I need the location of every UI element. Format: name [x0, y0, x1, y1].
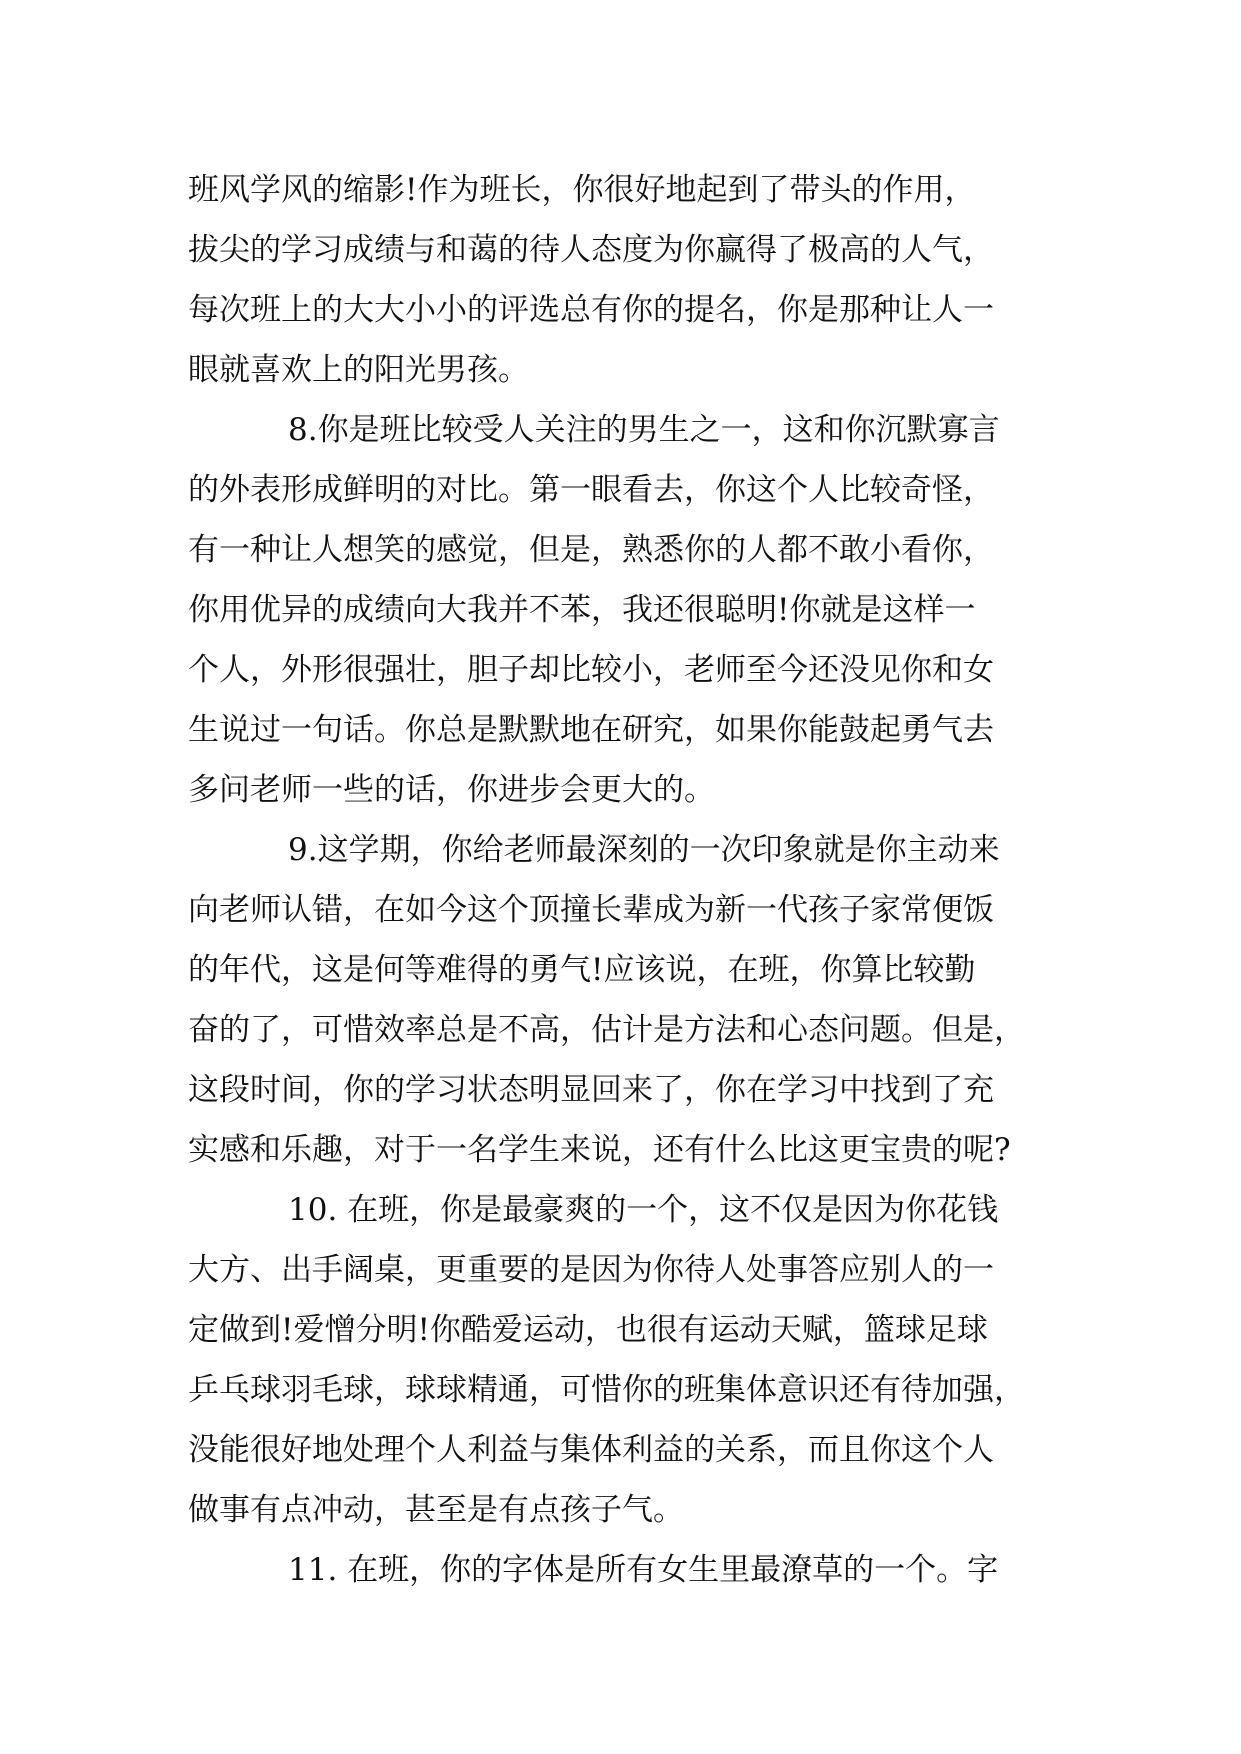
text-line: 实感和乐趣，对于一名学生来说，还有什么比这更宝贵的呢? — [188, 1132, 1011, 1168]
text-line: 的外表形成鲜明的对比。第一眼看去，你这个人比较奇怪， — [188, 472, 994, 508]
text-line: 定做到!爱憎分明!你酷爱运动，也很有运动天赋，篮球足球 — [188, 1312, 988, 1348]
text-line: 个人，外形很强壮，胆子却比较小，老师至今还没见你和女 — [188, 652, 994, 688]
text-line: 乒乓球羽毛球，球球精通，可惜你的班集体意识还有待加强， — [188, 1372, 1025, 1408]
text-line: 生说过一句话。你总是默默地在研究，如果你能鼓起勇气去 — [188, 712, 994, 748]
paragraph-start-10: 10. 在班，你是最豪爽的一个，这不仅是因为你花钱 — [288, 1192, 999, 1228]
text-line: 没能很好地处理个人利益与集体利益的关系，而且你这个人 — [188, 1432, 994, 1468]
text-line: 拔尖的学习成绩与和蔼的待人态度为你赢得了极高的人气， — [188, 232, 994, 268]
paragraph-start-11: 11. 在班，你的字体是所有女生里最潦草的一个。字 — [288, 1552, 999, 1588]
text-line: 有一种让人想笑的感觉，但是，熟悉你的人都不敢小看你， — [188, 532, 994, 568]
paragraph-start-9: 9.这学期，你给老师最深刻的一次印象就是你主动来 — [288, 832, 1000, 868]
document-body — [188, 160, 1068, 1600]
text-line: 的年代，这是何等难得的勇气!应该说，在班，你算比较勤 — [188, 952, 976, 988]
text-line: 眼就喜欢上的阳光男孩。 — [188, 352, 529, 388]
text-line: 这段时间，你的学习状态明显回来了，你在学习中找到了充 — [188, 1072, 994, 1108]
text-line: 你用优异的成绩向大我并不苯，我还很聪明!你就是这样一 — [188, 592, 976, 628]
text-line: 每次班上的大大小小的评选总有你的提名，你是那种让人一 — [188, 292, 994, 328]
text-line: 班风学风的缩影!作为班长，你很好地起到了带头的作用， — [188, 172, 976, 208]
text-line: 多问老师一些的话，你进步会更大的。 — [188, 772, 715, 808]
text-line: 向老师认错，在如今这个顶撞长辈成为新一代孩子家常便饭 — [188, 892, 994, 928]
text-line: 做事有点冲动，甚至是有点孩子气。 — [188, 1492, 684, 1528]
text-line: 奋的了，可惜效率总是不高，估计是方法和心态问题。但是， — [188, 1012, 1025, 1048]
paragraph-start-8: 8.你是班比较受人关注的男生之一，这和你沉默寡言 — [288, 412, 1000, 448]
text-line: 大方、出手阔桌，更重要的是因为你待人处事答应别人的一 — [188, 1252, 994, 1288]
